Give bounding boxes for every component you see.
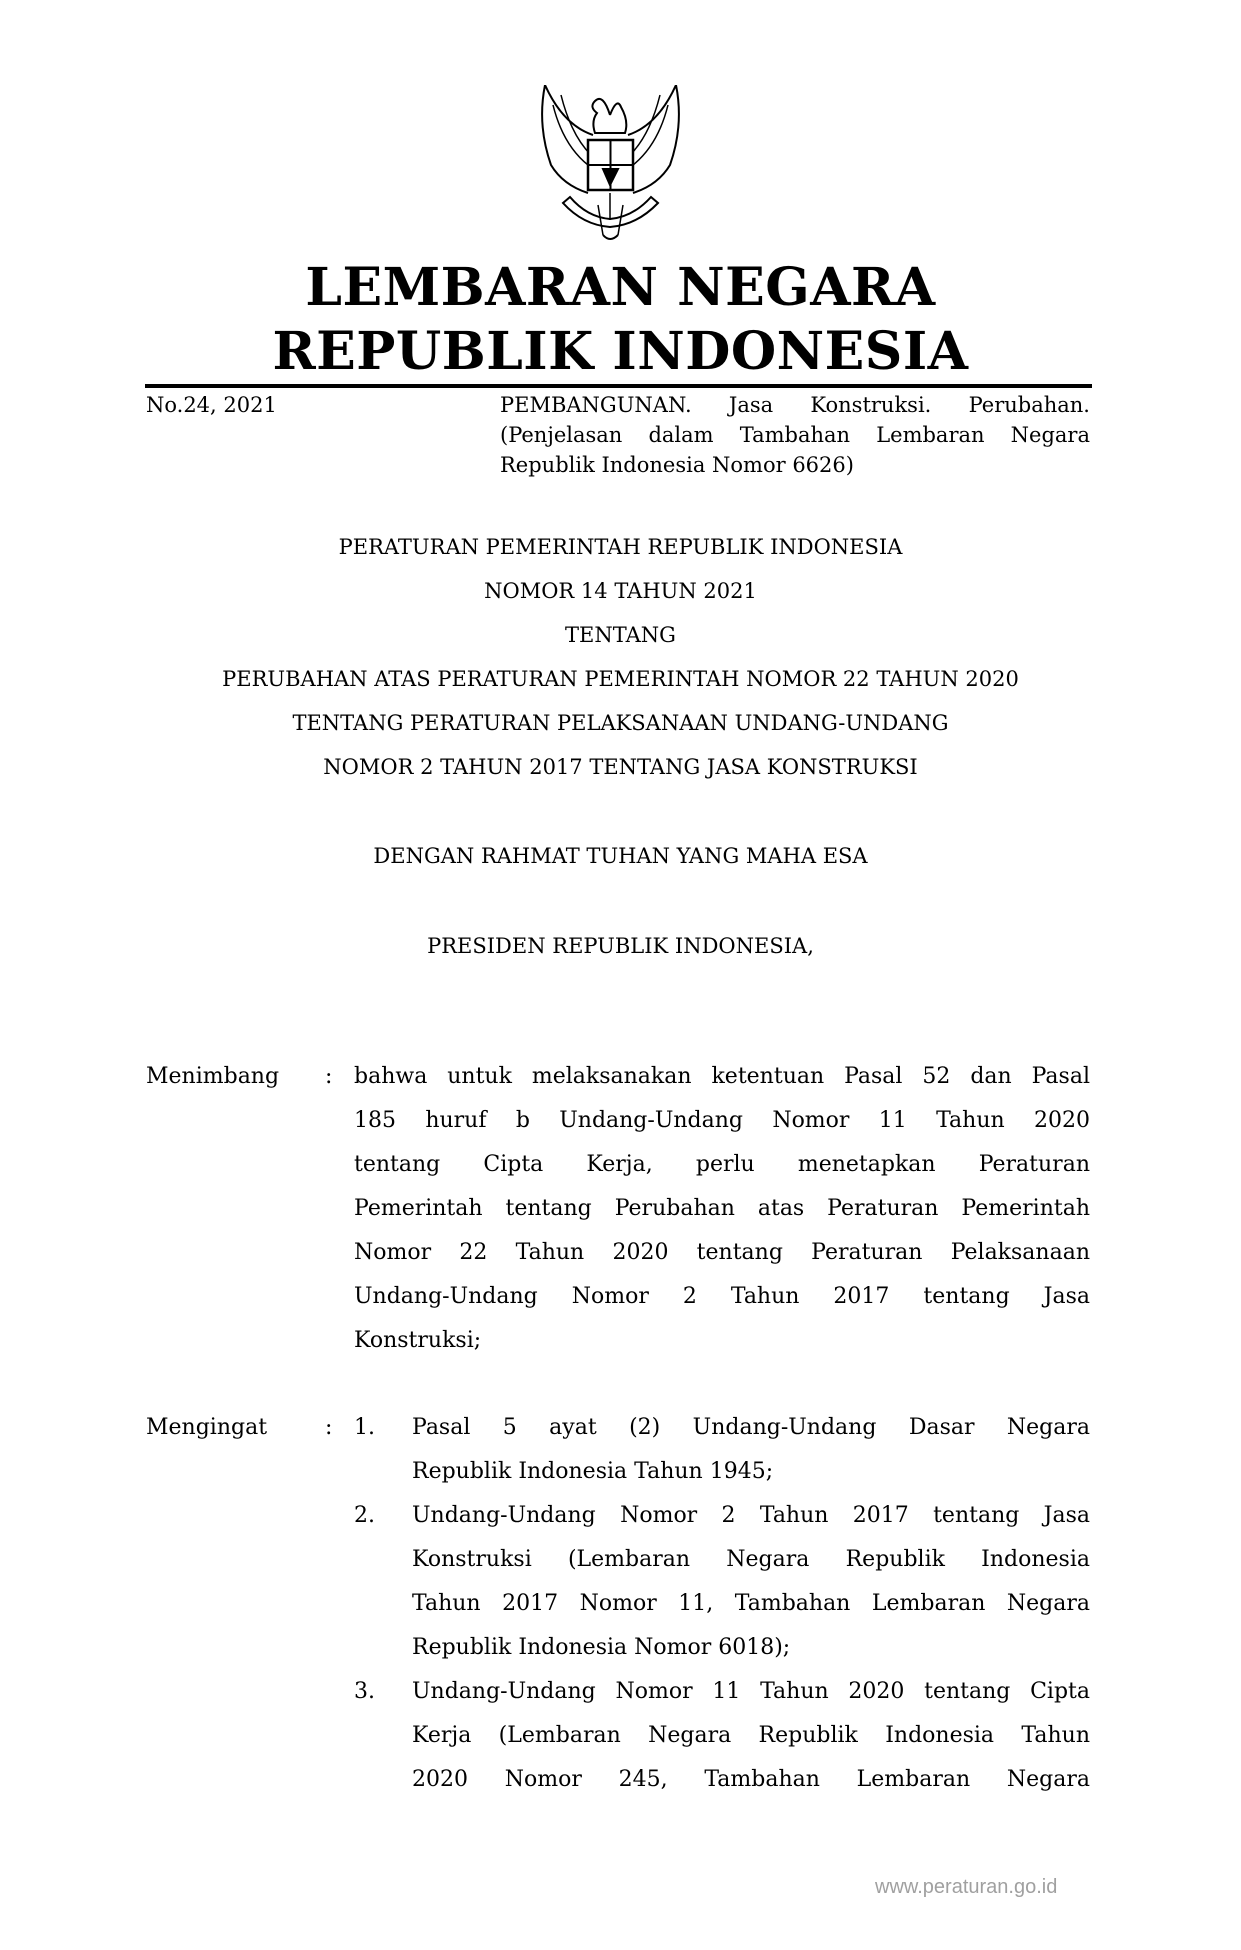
header-rule (145, 384, 1092, 388)
text-line: tentang Cipta Kerja, perlu menetapkan Peraturan (354, 1152, 1090, 1177)
item-number: 1. (354, 1415, 375, 1440)
regulation-line: TENTANG PERATURAN PELAKSANAAN UNDANG-UNDANG (292, 711, 949, 735)
gazette-subject (500, 390, 1090, 480)
text-line: Kerja (Lembaran Negara Republik Indonesia Tahun (412, 1723, 1090, 1748)
subject-line: (Penjelasan dalam Tambahan Lembaran Negara (500, 423, 1090, 447)
watermark-url: www.peraturan.go.id (875, 1876, 1058, 1898)
subject-line: PEMBANGUNAN. Jasa Konstruksi. Perubahan. (500, 393, 1090, 417)
text-line: Pasal 5 ayat (2) Undang-Undang Dasar Negara (412, 1415, 1090, 1440)
garuda-emblem-icon (533, 85, 688, 245)
mengingat-label: Mengingat (146, 1415, 268, 1440)
gazette-title-line1: LEMBARAN NEGARA (305, 257, 936, 318)
invocation: DENGAN RAHMAT TUHAN YANG MAHA ESA (373, 844, 868, 868)
mengingat-item (412, 1406, 1090, 1494)
text-line: 2020 Nomor 245, Tambahan Lembaran Negara (412, 1767, 1090, 1792)
gazette-title-line2: REPUBLIK INDONESIA (272, 321, 969, 382)
regulation-line: PERATURAN PEMERINTAH REPUBLIK INDONESIA (338, 535, 903, 559)
text-line: Undang-Undang Nomor 2 Tahun 2017 tentang Jasa (354, 1284, 1090, 1309)
mengingat-item (412, 1494, 1090, 1670)
text-line: Tahun 2017 Nomor 11, Tambahan Lembaran Negara (412, 1591, 1090, 1616)
text-line: 185 huruf b Undang-Undang Nomor 11 Tahun 2020 (354, 1108, 1090, 1133)
gazette-number: No.24, 2021 (146, 393, 277, 417)
subject-line: Republik Indonesia Nomor 6626) (500, 453, 854, 477)
president-heading: PRESIDEN REPUBLIK INDONESIA, (427, 934, 814, 958)
menimbang-colon: : (325, 1064, 333, 1089)
text-line: Undang-Undang Nomor 2 Tahun 2017 tentang Jasa (412, 1503, 1090, 1528)
item-number: 3. (354, 1679, 375, 1704)
regulation-line: NOMOR 14 TAHUN 2021 (484, 579, 757, 603)
text-line: Republik Indonesia Tahun 1945; (412, 1459, 774, 1484)
text-line: Pemerintah tentang Perubahan atas Peraturan Pemerintah (354, 1196, 1090, 1221)
text-line: bahwa untuk melaksanakan ketentuan Pasal 52 dan Pasal (354, 1064, 1090, 1089)
text-line: Konstruksi; (354, 1328, 482, 1353)
text-line: Republik Indonesia Nomor 6018); (412, 1635, 791, 1660)
item-number: 2. (354, 1503, 375, 1528)
text-line: Undang-Undang Nomor 11 Tahun 2020 tentang Cipta (412, 1679, 1090, 1704)
mengingat-colon: : (325, 1415, 333, 1440)
text-line: Nomor 22 Tahun 2020 tentang Peraturan Pelaksanaan (354, 1240, 1090, 1265)
regulation-title (0, 525, 1241, 789)
regulation-line: PERUBAHAN ATAS PERATURAN PEMERINTAH NOMOR 22 TAHUN 2020 (222, 667, 1019, 691)
mengingat-item (412, 1670, 1090, 1802)
menimbang-text (354, 1055, 1090, 1363)
regulation-line: TENTANG (565, 623, 676, 647)
text-line: Konstruksi (Lembaran Negara Republik Indonesia (412, 1547, 1090, 1572)
regulation-line: NOMOR 2 TAHUN 2017 TENTANG JASA KONSTRUKSI (323, 755, 918, 779)
menimbang-label: Menimbang (146, 1064, 280, 1089)
